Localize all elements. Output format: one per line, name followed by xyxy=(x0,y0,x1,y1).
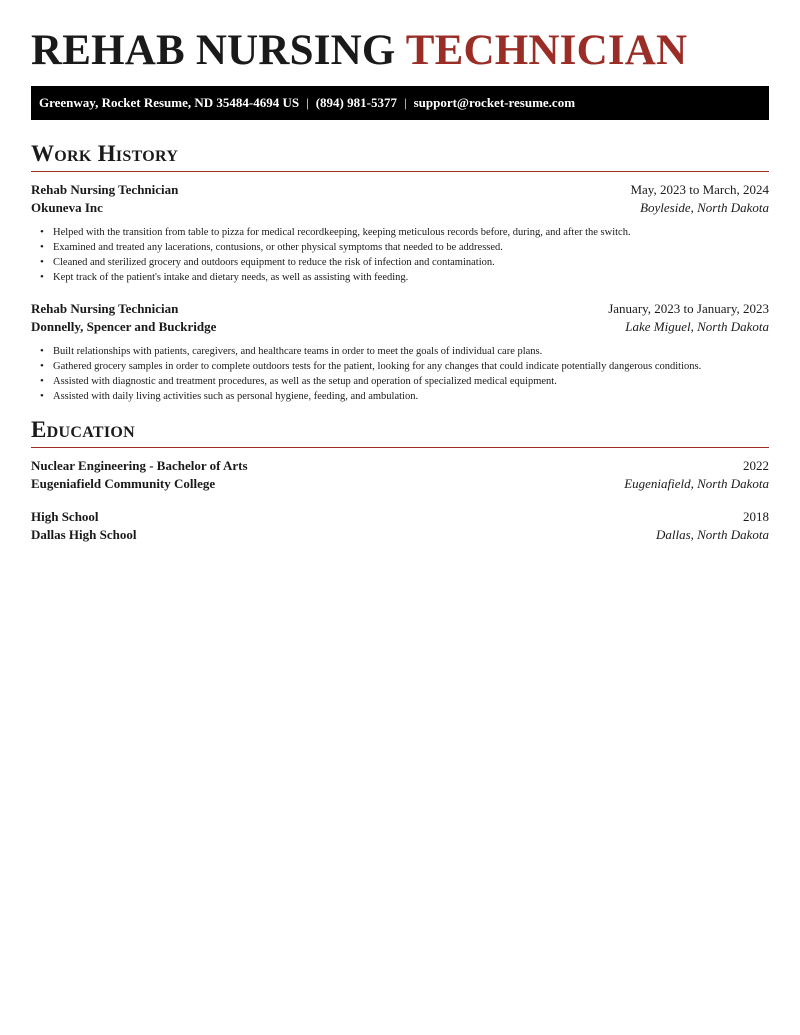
contact-bar xyxy=(31,86,769,120)
job-duty: • Assisted with diagnostic and treatment procedures, as well as the setup and operation of specialized medical equipment. xyxy=(53,374,769,389)
job-location: Lake Miguel, North Dakota xyxy=(625,319,769,334)
education-entry xyxy=(31,457,769,493)
contact-separator: | xyxy=(403,95,407,110)
job-duties-list xyxy=(31,344,769,404)
contact-address: Greenway, Rocket Resume, ND 35484-4694 US xyxy=(39,95,300,110)
job-duty: • Cleaned and sterilized grocery and outdoors equipment to reduce the risk of infection and contamination. xyxy=(53,255,769,270)
education-location: Dallas, North Dakota xyxy=(655,527,769,542)
job-duty: • Examined and treated any lacerations, contusions, or other physical symptoms that needed to be addressed. xyxy=(53,240,769,255)
education-school: Eugeniafield Community College xyxy=(31,476,216,491)
education-degree: Nuclear Engineering - Bachelor of Arts xyxy=(31,458,248,473)
education-degree: High School xyxy=(31,509,99,524)
job-location: Boyleside, North Dakota xyxy=(640,200,769,215)
education-year: 2022 xyxy=(743,458,769,473)
contact-phone: (894) 981-5377 xyxy=(315,95,397,110)
work-history-heading: Work History xyxy=(31,140,769,172)
job-role: Rehab Nursing Technician xyxy=(31,182,179,197)
name-accent: TECHNICIAN xyxy=(405,27,688,74)
education-entry xyxy=(31,508,769,544)
job-company: Donnelly, Spencer and Buckridge xyxy=(31,319,217,334)
job-dates: May, 2023 to March, 2024 xyxy=(630,182,769,197)
job-dates: January, 2023 to January, 2023 xyxy=(608,301,769,316)
job-role: Rehab Nursing Technician xyxy=(31,301,179,316)
contact-separator: | xyxy=(306,95,309,110)
education-heading: Education xyxy=(31,416,769,448)
education-year: 2018 xyxy=(743,509,769,524)
job-duty: • Built relationships with patients, caregivers, and healthcare teams in order to meet the goals of individual care plans. xyxy=(53,344,769,359)
job-duty: • Helped with the transition from table to pizza for medical recordkeeping, keeping meticulous records before, during, and after the switch. xyxy=(53,225,769,240)
job-duties-list xyxy=(31,225,769,285)
education-school: Dallas High School xyxy=(31,527,137,542)
job-entry xyxy=(31,181,769,285)
job-duty: • Gathered grocery samples in order to complete outdoors tests for the patient, looking for any changes that could indicate potentially dangerous conditions. xyxy=(53,359,769,374)
name-main: REHAB NURSING xyxy=(31,27,396,74)
job-duty: • Assisted with daily living activities such as personal hygiene, feeding, and ambulation. xyxy=(53,389,769,404)
contact-email: support@rocket-resume.com xyxy=(413,95,576,110)
job-entry xyxy=(31,300,769,404)
resume-name xyxy=(31,26,687,76)
job-duty: • Kept track of the patient's intake and dietary needs, as well as assisting with feeding. xyxy=(53,270,769,285)
job-company: Okuneva Inc xyxy=(31,200,103,215)
education-location: Eugeniafield, North Dakota xyxy=(624,476,769,491)
